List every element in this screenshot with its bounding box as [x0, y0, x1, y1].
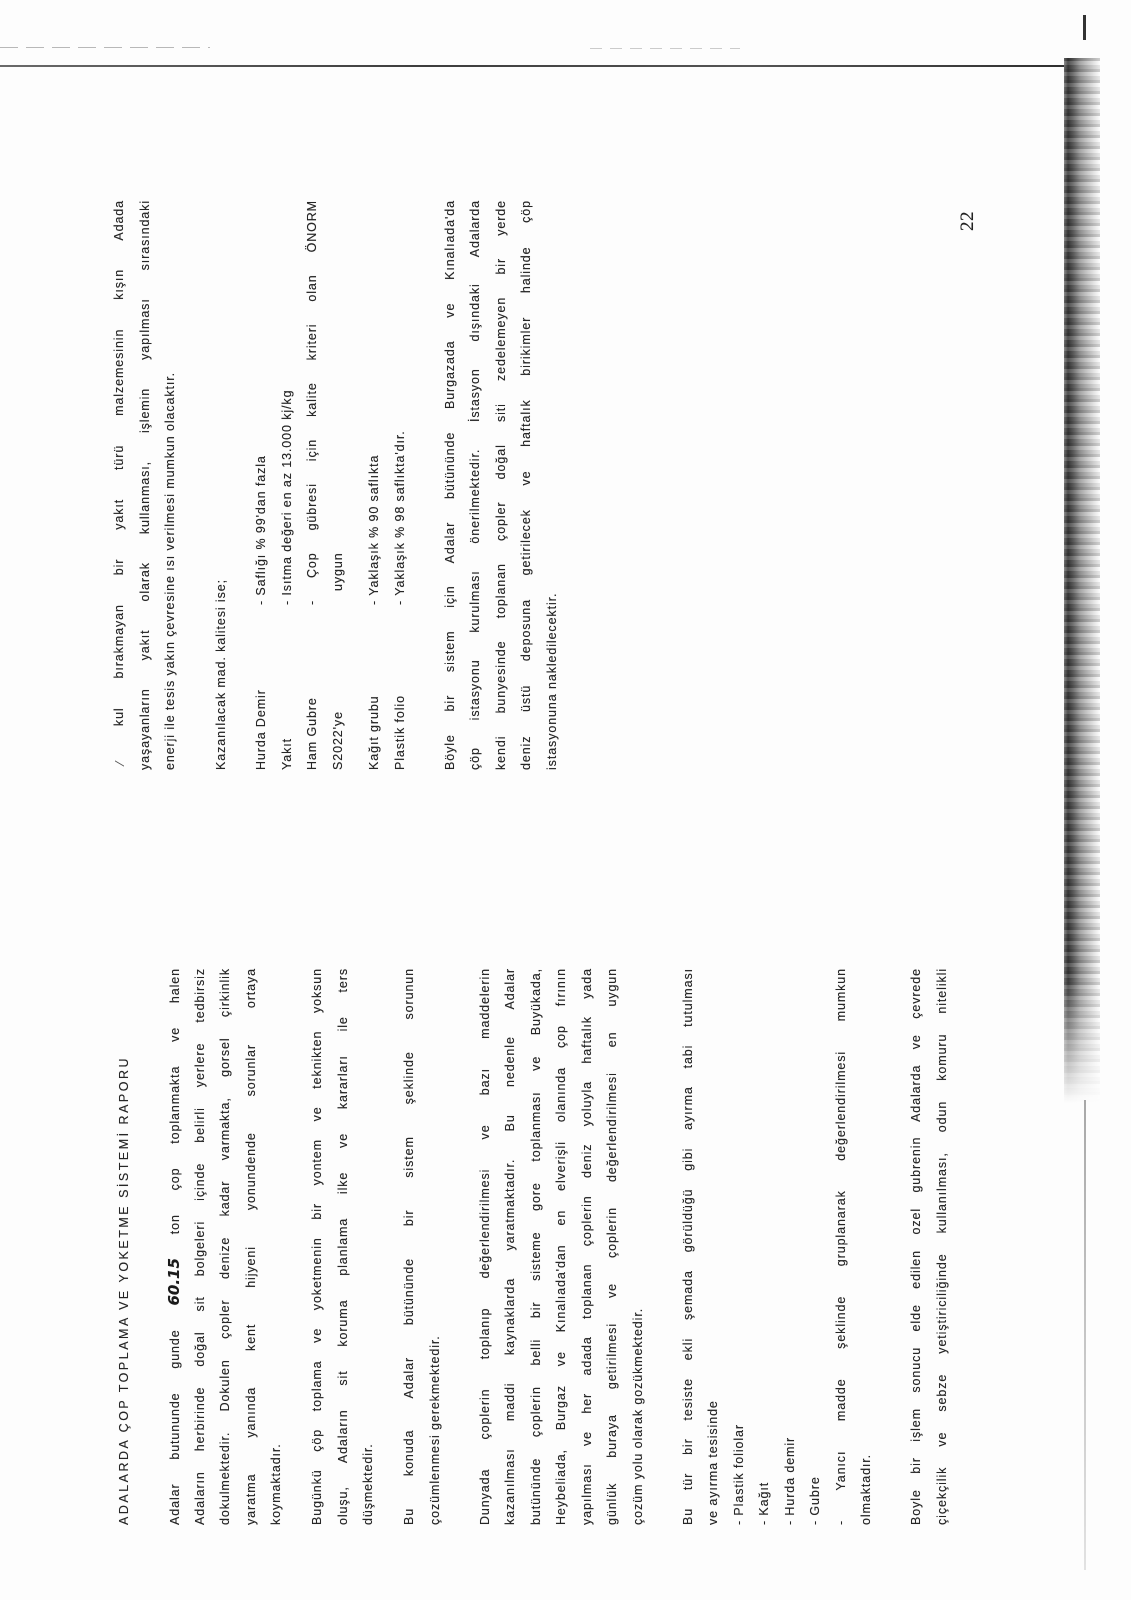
paragraph-line: çozümlenmesi gerekmektedir. — [427, 1335, 442, 1525]
paragraph-line: dokulmektedir. Dokulen çopler denize kadar varmakta, gorsel çirkinlik — [218, 968, 232, 1525]
material-spec: - Isıtma değeri en az 13.000 kj/kg — [279, 389, 294, 605]
paragraph-text: kul bırakmayan bir yakıt türü malzemesinin kışın Adada — [112, 199, 126, 727]
material-name: Ham Gubre — [305, 697, 319, 770]
paragraph-line: kendi bunyesinde toplanan çopler doğal siti zedelemeyen bir yerde — [493, 200, 508, 770]
right-column — [107, 200, 565, 770]
material-name: S2022'ye — [330, 711, 345, 770]
material-spec: - Yaklaşık % 98 saflıkta'dır. — [392, 430, 407, 605]
left-column — [112, 968, 955, 1525]
proposal-paragraph — [438, 200, 566, 770]
current-state-paragraph — [305, 968, 382, 1525]
practice-paragraph — [473, 968, 652, 1525]
paragraph-line: olmaktadır. — [859, 1453, 873, 1525]
quality-row — [362, 200, 388, 770]
paragraph-line: istasyonuna nakledilecektir. — [544, 592, 559, 770]
list-item: - Gubre — [808, 1476, 822, 1525]
paragraph-line: Bugünkü çöp toplama ve yoketmenin bir yontem ve teknikten yoksun — [310, 968, 324, 1525]
paragraph-line: Boyle bir işlem sonucu elde edilen ozel gubrenin Adalarda ve çevrede — [909, 968, 923, 1525]
separation-paragraph — [676, 968, 880, 1525]
paragraph-line: yapılması ve her adada toplanan çoplerin deniz yoluyla haftalık yada — [579, 968, 594, 1525]
quality-heading: Kazanılacak mad. kalitesi ise; — [214, 579, 228, 770]
paragraph-line: Adaların herbirinde doğal sit bolgeleri içinde belirli yerlere tedbirsiz — [192, 968, 207, 1525]
document-title: ADALARDA ÇOP TOPLAMA VE YOKETME SİSTEMİ RAPORU — [117, 1055, 131, 1525]
paragraph-line: deniz üstü deposuna getirilecek ve haftalık birikimler halinde çöp — [519, 200, 533, 770]
material-spec: - Saflığı % 99'dan fazla — [254, 455, 268, 605]
paragraph-line: yaratma yanında kent hijyeni yonundende sorunlar ortaya — [243, 968, 258, 1525]
intro-paragraph — [162, 968, 290, 1525]
quality-row — [275, 200, 301, 770]
paragraph-line: Bu tür bir tesiste ekli şemada görüldüğü gibi ayırma tabi tutulması — [680, 968, 695, 1525]
paragraph-line: oluşu, Adaların sit koruma planlama ilke ve kararları ile ters — [335, 968, 350, 1525]
paragraph-line: yaşayanların yakıt olarak kullanması, işlemin yapılması sırasındaki — [137, 200, 152, 770]
need-paragraph — [397, 968, 448, 1525]
material-spec: uygun — [330, 552, 345, 591]
paragraph-line: çozüm yolu olarak gozükmektedir. — [630, 1307, 645, 1525]
paragraph-line — [162, 968, 188, 1525]
paragraph-line: koymaktadır. — [269, 1443, 283, 1525]
paragraph-line: Bu konuda Adalar bütününde bir sistem şeklinde sorunun — [402, 968, 416, 1525]
paragraph-line: kazanılması maddi kaynaklarda yaratmaktadır. Bu nedenle Adalar — [503, 968, 517, 1525]
paragraph-line: Dunyada çoplerin toplanıp değerlendirilmesi ve bazı maddelerin — [477, 968, 492, 1525]
material-spec: - Çop gübresi için kalite kriteri olan ÖNORM — [305, 200, 319, 605]
paragraph-line: düşmektedir. — [361, 1443, 375, 1525]
continuation-paragraph — [107, 200, 184, 770]
list-item: - Hurda demir — [782, 1436, 797, 1525]
material-name: Kağıt grubu — [367, 695, 381, 770]
paragraph-line: çöp istasyonu kurulması önerilmektedir. İstasyon dışındaki Adalarda — [468, 200, 482, 770]
paragraph-line — [107, 200, 133, 770]
paragraph-line: çiçekçilik ve sebze yetiştiriciliğinde kullanılması, odun komuru nitelikli — [934, 968, 949, 1525]
quality-row — [388, 200, 414, 770]
paragraph-line: Heybeliada, Burgaz ve Kınalıada'dan en elverişli olanında çop fırının — [554, 968, 568, 1525]
list-item: - Kağıt — [757, 1481, 771, 1525]
paragraph-line: butününde çoplerin belli bir sisteme gore toplanması ve Buyükada, — [528, 968, 543, 1525]
handwritten-amount: 60.15 — [165, 1258, 183, 1306]
paragraph-text: Adalar butununde gunde — [168, 1329, 182, 1525]
list-item: - Plastik foliolar — [731, 1424, 746, 1525]
paragraph-line: ve ayırma tesisinde — [706, 1400, 720, 1525]
list-item: - Yanıcı madde şeklinde gruplanarak değerlendirilmesi mumkun — [833, 968, 848, 1525]
outcome-paragraph — [904, 968, 955, 1525]
quality-row — [300, 200, 326, 770]
material-name: Yakıt — [279, 737, 294, 770]
material-name: Hurda Demir — [254, 689, 268, 770]
page-number: 22 — [957, 211, 978, 231]
quality-row — [249, 200, 275, 770]
paragraph-line: Böyle bir sistem için Adalar bütününde Burgazada ve Kınalıada'da — [442, 200, 457, 770]
ink-mark — [115, 760, 124, 772]
paragraph-line: enerji ile tesis yakın çevresine ısı verilmesi mumkun olacaktır. — [163, 372, 177, 770]
material-name: Plastik folio — [392, 695, 407, 770]
paragraph-line: günlük buraya getirilmesi ve çoplerin değerlendirilmesi en uygun — [605, 968, 619, 1525]
quality-table — [249, 200, 413, 770]
quality-row — [326, 200, 352, 770]
paragraph-text: ton çop toplanmakta ve halen — [168, 967, 182, 1235]
material-spec: - Yaklaşık % 90 saflıkta — [367, 454, 381, 605]
